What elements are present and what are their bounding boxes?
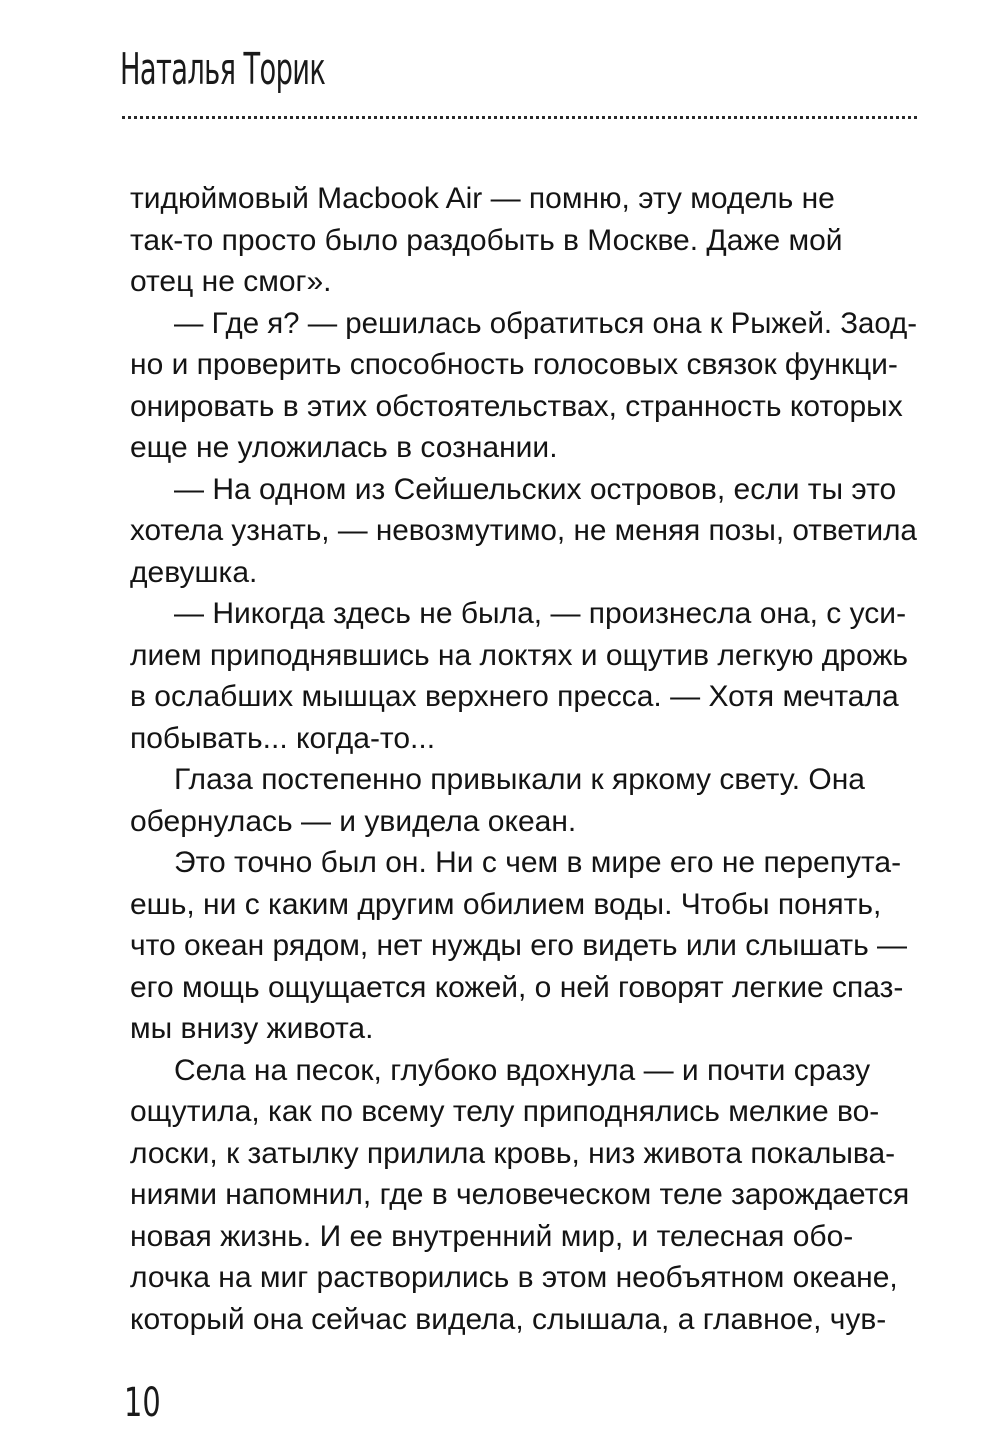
text-line: лоски, к затылку прилила кровь, низ живота покалыва- xyxy=(130,1136,896,1170)
text-line: в ослабших мышцах верхнего пресса. — Хотя мечтала xyxy=(130,680,899,713)
text-line: его мощь ощущается кожей, о ней говорят легкие спаз- xyxy=(130,970,904,1004)
text-line: лием приподнявшись на локтях и ощутив легкую дрожь xyxy=(130,638,909,672)
text-line: новая жизнь. И ее внутренний мир, и телесная обо- xyxy=(130,1219,854,1253)
text-line: так-то просто было раздобыть в Москве. Даже мой xyxy=(130,223,843,257)
text-line: — Никогда здесь не была, — произнесла она, с уси- xyxy=(174,597,907,630)
text-line: побывать... когда-то... xyxy=(130,721,436,755)
text-line: еще не уложилась в сознании. xyxy=(130,431,558,464)
text-line: онировать в этих обстоятельствах, странность которых xyxy=(130,389,903,423)
text-line: мы внизу живота. xyxy=(130,1012,374,1045)
running-head-author: Наталья Торик xyxy=(120,44,326,95)
text-line: ниями напомнил, где в человеческом теле зарождается xyxy=(130,1178,910,1211)
text-line: Села на песок, глубоко вдохнула — и почти сразу xyxy=(174,1053,871,1087)
text-line: но и проверить способность голосовых связок функци- xyxy=(130,348,898,381)
text-line: ощутила, как по всему телу приподнялись мелкие во- xyxy=(130,1095,880,1128)
text-line: Глаза постепенно привыкали к яркому свету. Она xyxy=(174,763,865,796)
text-line: девушка. xyxy=(130,555,258,589)
text-line: ешь, ни с каким другим обилием воды. Чтобы понять, xyxy=(130,887,882,921)
text-line: отец не смог». xyxy=(130,265,332,298)
text-line: — На одном из Сейшельских островов, если ты это xyxy=(174,472,897,506)
body-text xyxy=(130,178,917,1340)
page-number: 10 xyxy=(124,1380,161,1426)
text-line: который она сейчас видела, слышала, а главное, чув- xyxy=(130,1302,887,1336)
text-line: тидюймовый Macbook Air — помню, эту модель не xyxy=(130,182,835,215)
text-line: лочка на миг растворились в этом необъятном океане, xyxy=(130,1261,898,1294)
header-dotted-rule xyxy=(122,116,917,119)
text-line: Это точно был он. Ни с чем в мире его не перепута- xyxy=(174,846,902,879)
text-line: обернулась — и увидела океан. xyxy=(130,804,577,838)
text-line: хотела узнать, — невозмутимо, не меняя позы, ответила xyxy=(130,514,917,547)
text-line: — Где я? — решилась обратиться она к Рыжей. Заод- xyxy=(174,306,918,340)
text-line: что океан рядом, нет нужды его видеть или слышать — xyxy=(130,929,908,962)
